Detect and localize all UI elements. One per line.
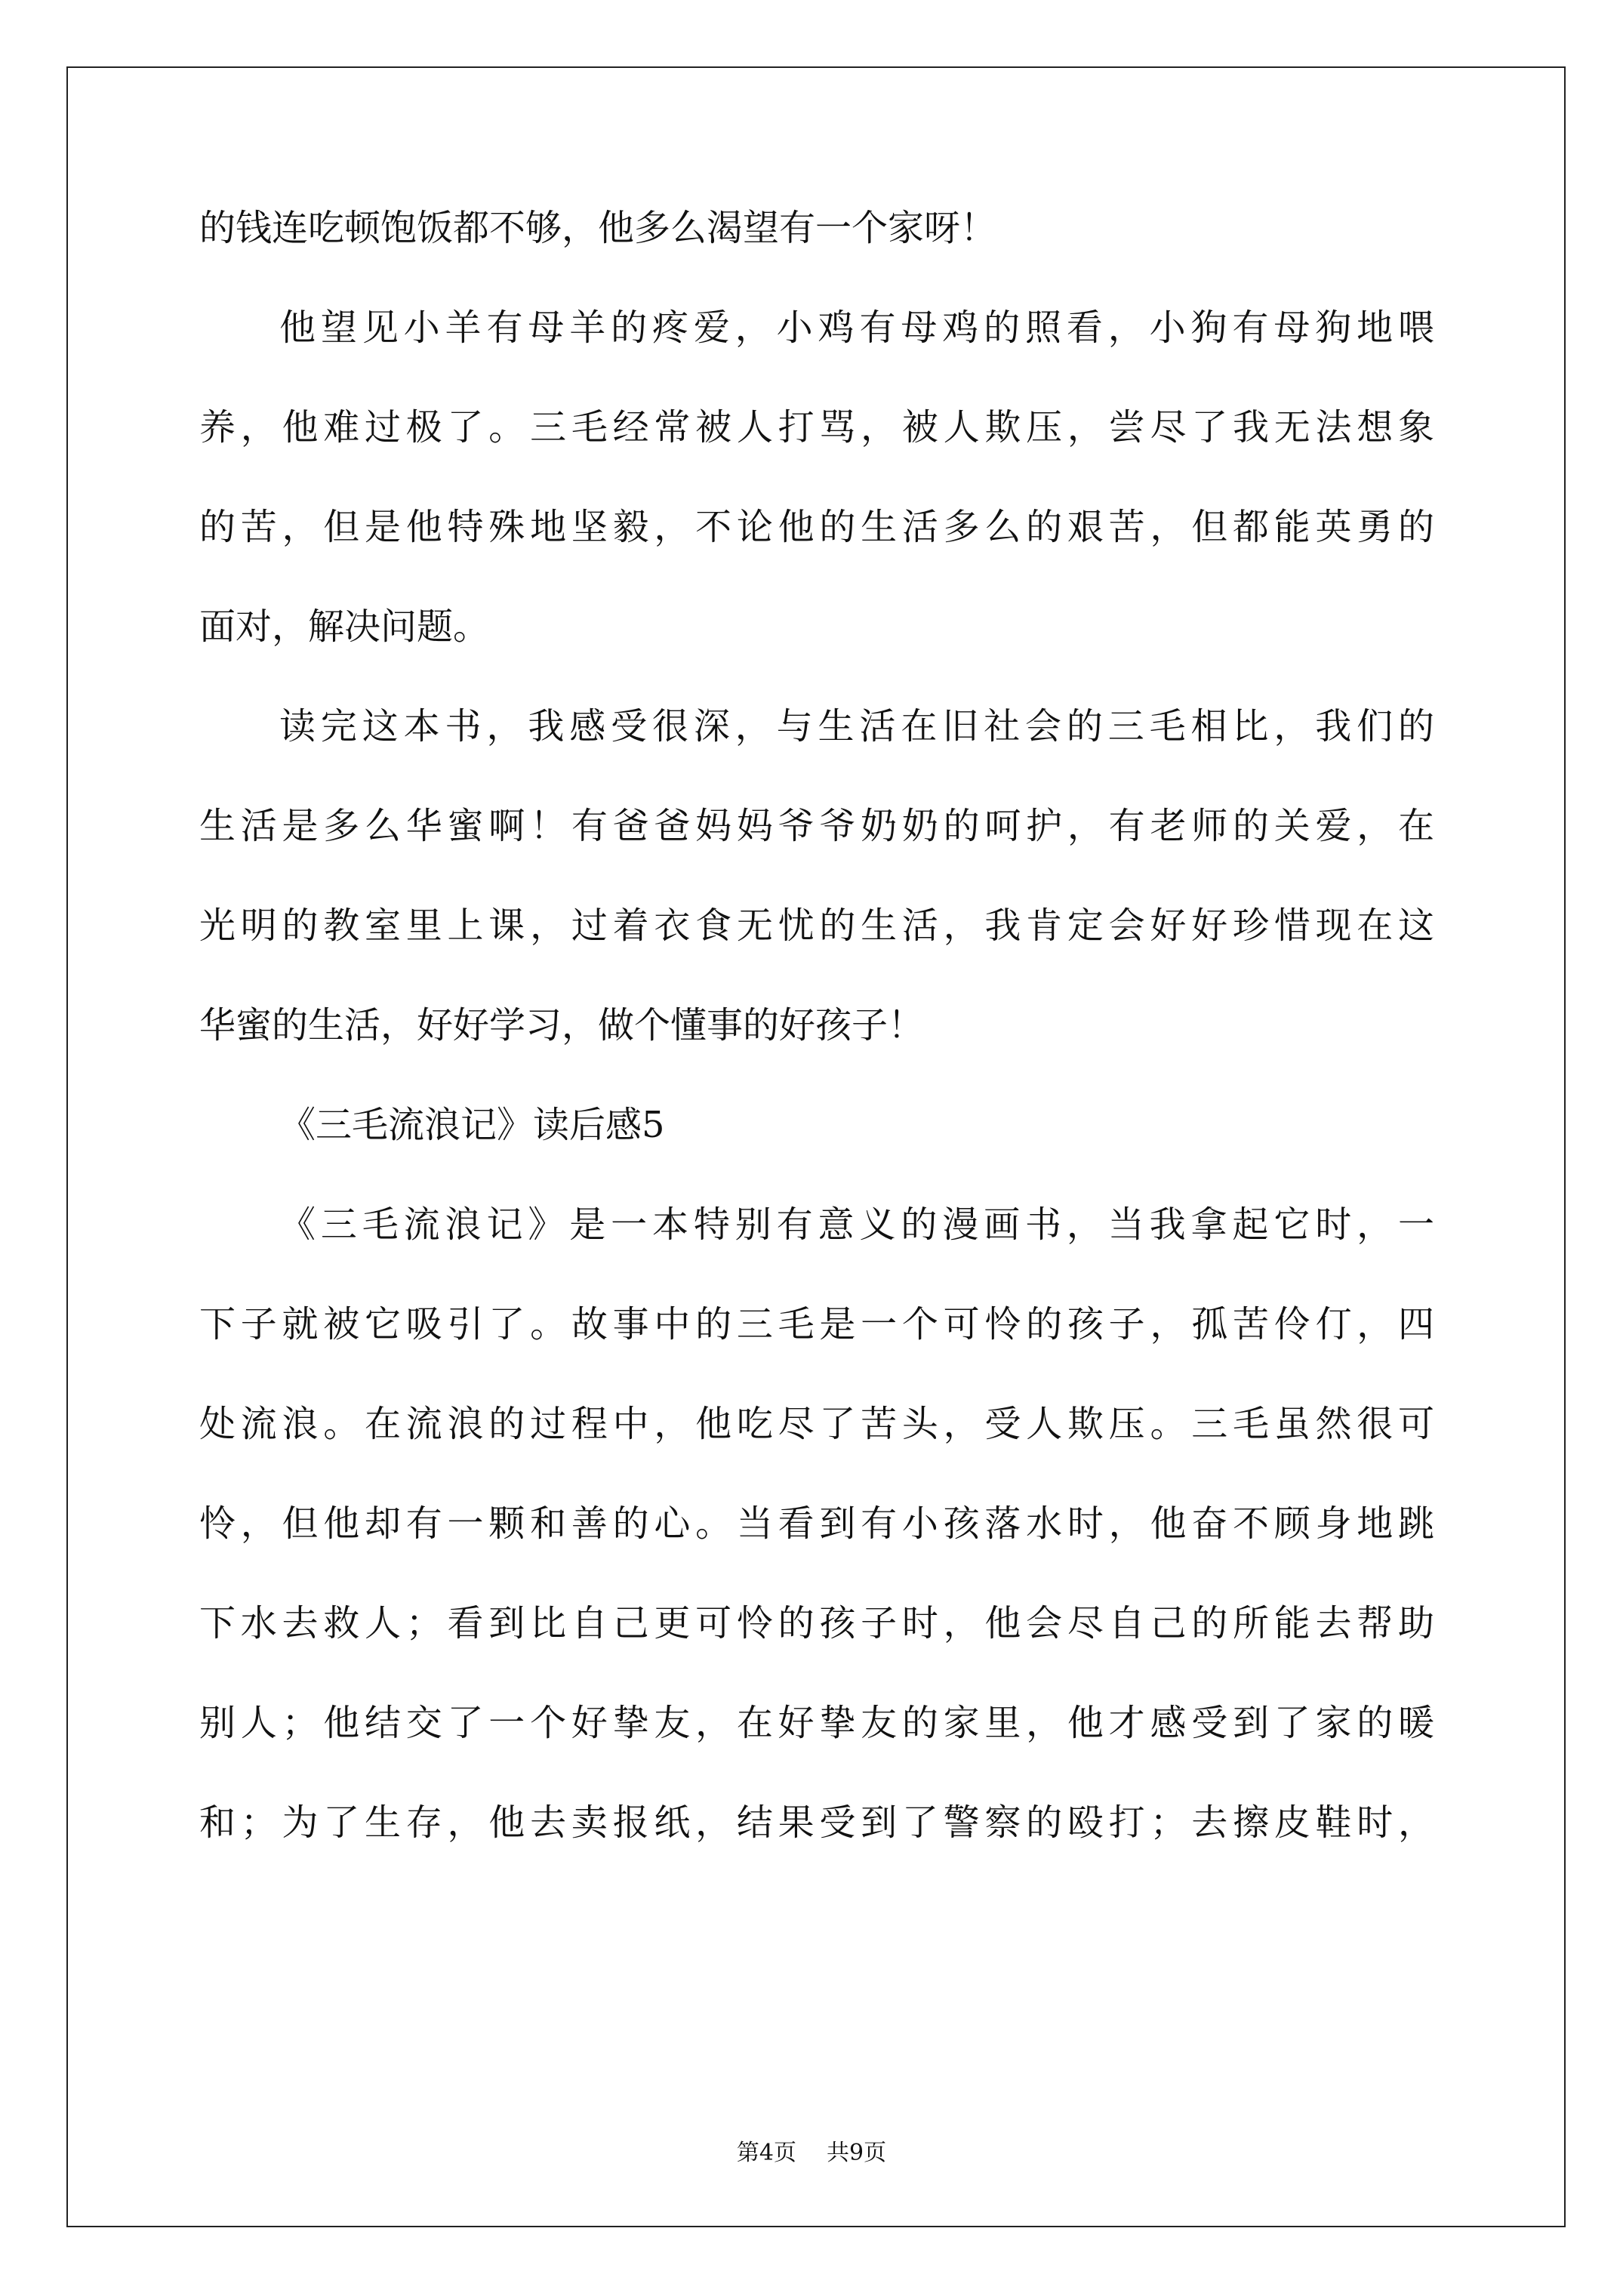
text-line: 光明的教室里上课，过着衣食无忧的生活，我肯定会好好珍惜现在这 bbox=[199, 905, 1434, 947]
text-line: 别人；他结交了一个好挚友，在好挚友的家里，他才感受到了家的暖 bbox=[199, 1702, 1434, 1744]
text-line: 生活是多么华蜜啊！有爸爸妈妈爷爷奶奶的呵护，有老师的关爱，在 bbox=[199, 805, 1434, 847]
page-total: 共9页 bbox=[827, 2140, 887, 2166]
text-line: 怜，但他却有一颗和善的心。当看到有小孩落水时，他奋不顾身地跳 bbox=[199, 1502, 1434, 1545]
text-line: 华蜜的生活，好好学习，做个懂事的好孩子！ bbox=[199, 1004, 925, 1046]
text-line: 他望见小羊有母羊的疼爱，小鸡有母鸡的照看，小狗有母狗地喂 bbox=[279, 307, 1434, 349]
text-line: 的苦，但是他特殊地坚毅，不论他的生活多么的艰苦，但都能英勇的 bbox=[199, 506, 1434, 548]
text-line: 养，他难过极了。三毛经常被人打骂，被人欺压，尝尽了我无法想象 bbox=[199, 406, 1434, 448]
text-line: 读完这本书，我感受很深，与生活在旧社会的三毛相比，我们的 bbox=[279, 705, 1434, 747]
text-line: 下子就被它吸引了。故事中的三毛是一个可怜的孩子，孤苦伶仃，四 bbox=[199, 1303, 1434, 1345]
section-heading: 《三毛流浪记》读后感5 bbox=[279, 1104, 665, 1146]
text-line: 面对，解决问题。 bbox=[199, 606, 490, 648]
page-footer bbox=[0, 2138, 1623, 2168]
text-line: 《三毛流浪记》是一本特别有意义的漫画书，当我拿起它时，一 bbox=[279, 1203, 1434, 1246]
page-number: 第4页 bbox=[736, 2140, 796, 2166]
text-line: 下水去救人；看到比自己更可怜的孩子时，他会尽自己的所能去帮助 bbox=[199, 1602, 1434, 1644]
text-line: 的钱连吃顿饱饭都不够，他多么渴望有一个家呀！ bbox=[199, 207, 997, 249]
document-body bbox=[199, 178, 1434, 1872]
text-line: 处流浪。在流浪的过程中，他吃尽了苦头，受人欺压。三毛虽然很可 bbox=[199, 1403, 1434, 1445]
text-line: 和；为了生存，他去卖报纸，结果受到了警察的殴打；去擦皮鞋时， bbox=[199, 1801, 1434, 1844]
